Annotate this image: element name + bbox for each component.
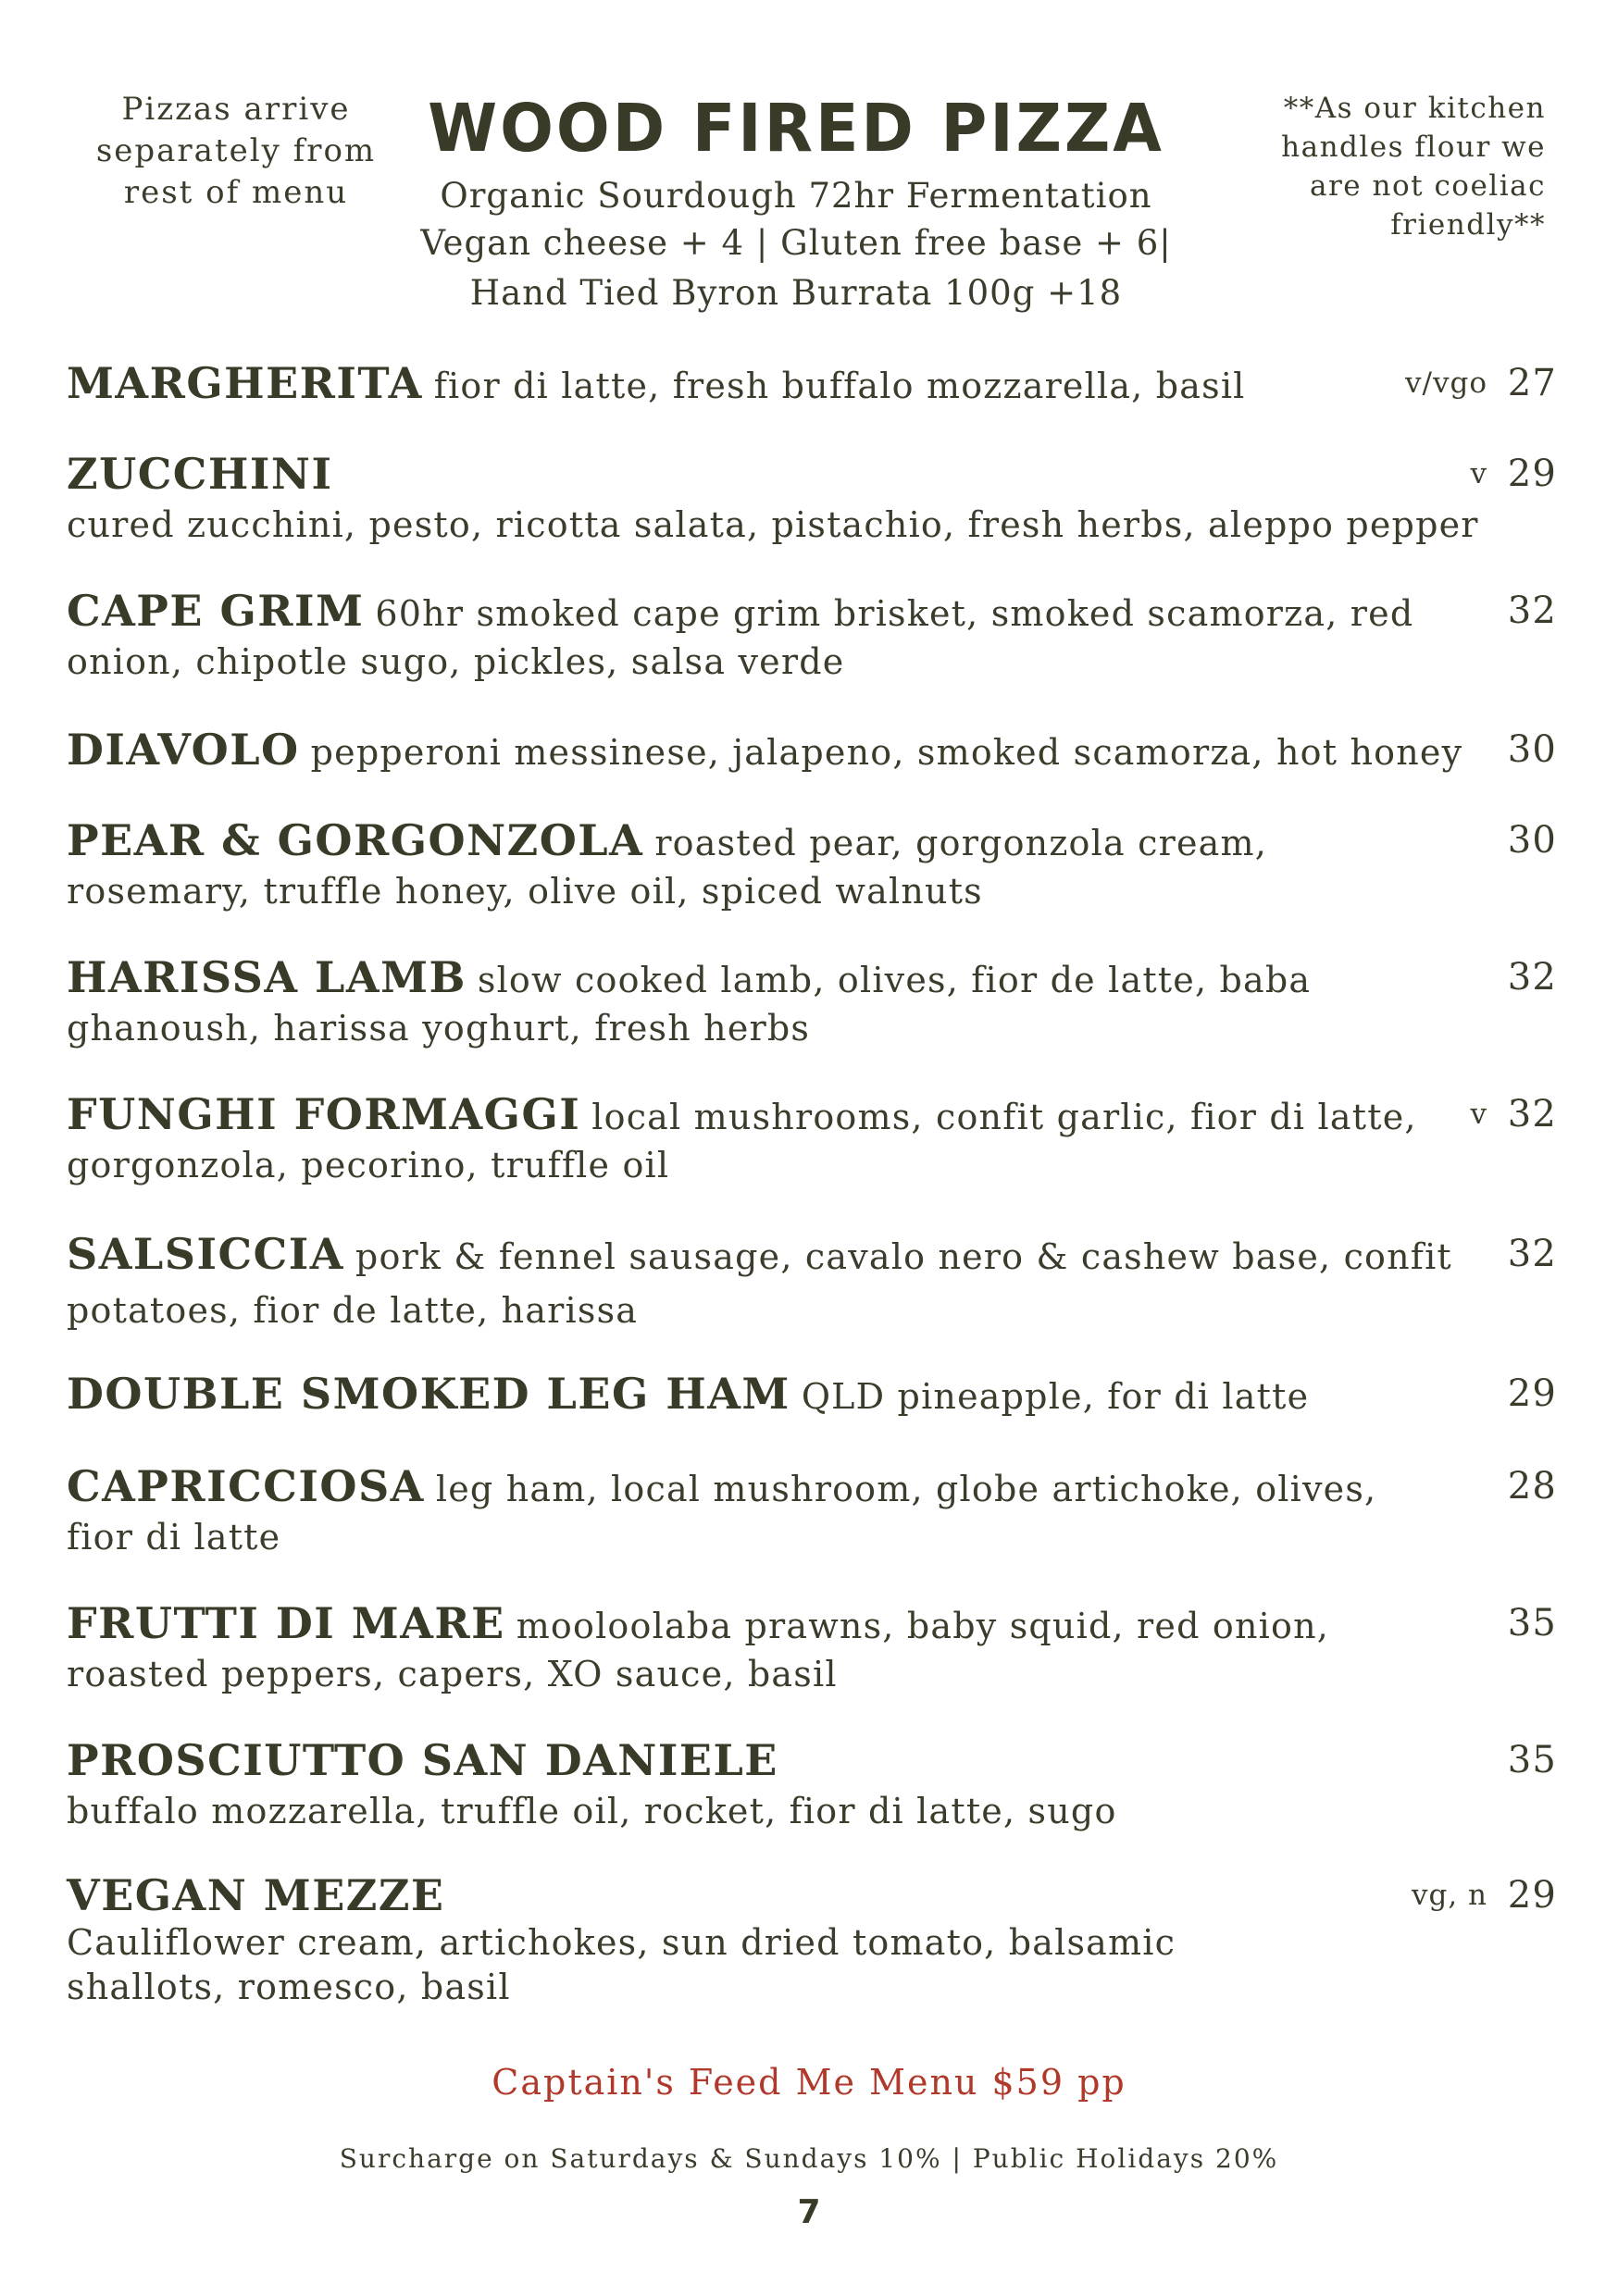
item-description: local mushrooms, confit garlic, fior di latte, gorgonzola, pecorino, truffle oil bbox=[67, 1097, 1417, 1185]
note-left-line: rest of menu bbox=[123, 174, 349, 211]
item-description: pork & fennel sausage, cavalo nero & cashew base, confit potatoes, fior de latte, harissa bbox=[67, 1236, 1452, 1331]
note-coeliac bbox=[1222, 89, 1546, 244]
item-price: 27 bbox=[1507, 362, 1557, 404]
menu-item-zucchini bbox=[67, 450, 1557, 549]
item-description: mooloolaba prawns, baby squid, red onion, roasted peppers, capers, XO sauce, basil bbox=[67, 1606, 1330, 1694]
item-name: SALSICCIA bbox=[67, 1229, 344, 1279]
item-name: CAPRICCIOSA bbox=[67, 1461, 425, 1511]
item-description: cured zucchini, pesto, ricotta salata, pistachio, fresh herbs, aleppo pepper bbox=[67, 504, 1479, 545]
feed-me-menu: Captain's Feed Me Menu $59 pp bbox=[492, 2062, 1126, 2103]
item-price: 35 bbox=[1507, 1602, 1557, 1644]
item-price: 32 bbox=[1507, 1233, 1557, 1275]
item-name: HARISSA LAMB bbox=[67, 952, 467, 1002]
item-price: 28 bbox=[1507, 1465, 1557, 1508]
note-right-line: **As our kitchen bbox=[1283, 92, 1546, 125]
surcharge-note: Surcharge on Saturdays & Sundays 10% | Public Holidays 20% bbox=[339, 2143, 1279, 2174]
item-description: buffalo mozzarella, truffle oil, rocket, fior di latte, sugo bbox=[67, 1791, 1117, 1831]
item-name: CAPE GRIM bbox=[67, 586, 365, 636]
item-name: ZUCCHINI bbox=[67, 449, 333, 499]
menu-item-capricciosa bbox=[67, 1462, 1557, 1561]
menu-header bbox=[389, 93, 1203, 318]
item-description: Cauliflower cream, artichokes, sun dried tomato, balsamic shallots, romesco, basil bbox=[67, 1922, 1176, 2007]
item-diet: v bbox=[1470, 457, 1487, 490]
extras-line-2: Hand Tied Byron Burrata 100g +18 bbox=[469, 273, 1123, 313]
item-name: FUNGHI FORMAGGI bbox=[67, 1089, 581, 1139]
menu-item-pear-gorgonzola bbox=[67, 816, 1557, 915]
menu-item-diavolo bbox=[67, 726, 1557, 776]
item-description: fior di latte, fresh buffalo mozzarella, basil bbox=[433, 366, 1246, 406]
item-name: DOUBLE SMOKED LEG HAM bbox=[67, 1369, 790, 1419]
item-name: FRUTTI DI MARE bbox=[67, 1598, 505, 1648]
note-left-line: Pizzas arrive bbox=[121, 91, 351, 128]
item-price: 32 bbox=[1507, 590, 1557, 632]
menu-item-frutti-di-mare bbox=[67, 1599, 1557, 1698]
item-price: 29 bbox=[1507, 1874, 1557, 1917]
item-name: PEAR & GORGONZOLA bbox=[67, 815, 644, 865]
note-left-line: separately from bbox=[95, 132, 377, 169]
menu-item-cape-grim bbox=[67, 587, 1557, 686]
item-price: 29 bbox=[1507, 453, 1557, 495]
item-description: pepperoni messinese, jalapeno, smoked scamorza, hot honey bbox=[310, 732, 1463, 773]
menu-item-salsiccia bbox=[67, 1227, 1557, 1337]
item-description: leg ham, local mushroom, globe artichoke, olives, fior di latte bbox=[67, 1469, 1377, 1558]
extras-line-1: Vegan cheese + 4 | Gluten free base + 6| bbox=[420, 223, 1172, 263]
item-price: 30 bbox=[1507, 728, 1557, 771]
note-right-line: friendly** bbox=[1390, 208, 1546, 242]
page-title: WOOD FIRED PIZZA bbox=[428, 91, 1164, 168]
menu-item-funghi-formaggi bbox=[67, 1090, 1557, 1189]
item-price: 32 bbox=[1507, 956, 1557, 999]
menu-item-double-smoked-leg-ham bbox=[67, 1370, 1557, 1421]
menu-item-prosciutto-san-daniele bbox=[67, 1736, 1557, 1835]
menu-item-margherita bbox=[67, 359, 1557, 410]
menu-item-harissa-lamb bbox=[67, 953, 1557, 1052]
item-price: 32 bbox=[1507, 1093, 1557, 1136]
page-subtitle: Organic Sourdough 72hr Fermentation bbox=[440, 176, 1152, 216]
note-separate-arrival bbox=[83, 89, 389, 214]
item-name: DIAVOLO bbox=[67, 725, 300, 775]
item-diet: vg, n bbox=[1411, 1879, 1487, 1912]
note-right-line: handles flour we bbox=[1281, 130, 1546, 164]
item-name: VEGAN MEZZE bbox=[67, 1870, 445, 1920]
item-diet: v/vgo bbox=[1405, 366, 1487, 400]
item-description: 60hr smoked cape grim brisket, smoked scamorza, red onion, chipotle sugo, pickles, salsa verde bbox=[67, 593, 1414, 682]
item-price: 30 bbox=[1507, 819, 1557, 862]
item-price: 29 bbox=[1507, 1372, 1557, 1415]
page-number: 7 bbox=[797, 2193, 821, 2231]
item-description: roasted pear, gorgonzola cream, rosemary, truffle honey, olive oil, spiced walnuts bbox=[67, 823, 1268, 912]
item-name: MARGHERITA bbox=[67, 358, 423, 408]
note-right-line: are not coeliac bbox=[1310, 169, 1546, 203]
menu-item-vegan-mezze bbox=[67, 1870, 1557, 2009]
item-name: PROSCIUTTO SAN DANIELE bbox=[67, 1735, 778, 1785]
item-price: 35 bbox=[1507, 1739, 1557, 1781]
item-description: QLD pineapple, for di latte bbox=[801, 1376, 1310, 1417]
item-diet: v bbox=[1470, 1098, 1487, 1131]
item-description: slow cooked lamb, olives, fior de latte, baba ghanoush, harissa yoghurt, fresh herbs bbox=[67, 960, 1312, 1049]
